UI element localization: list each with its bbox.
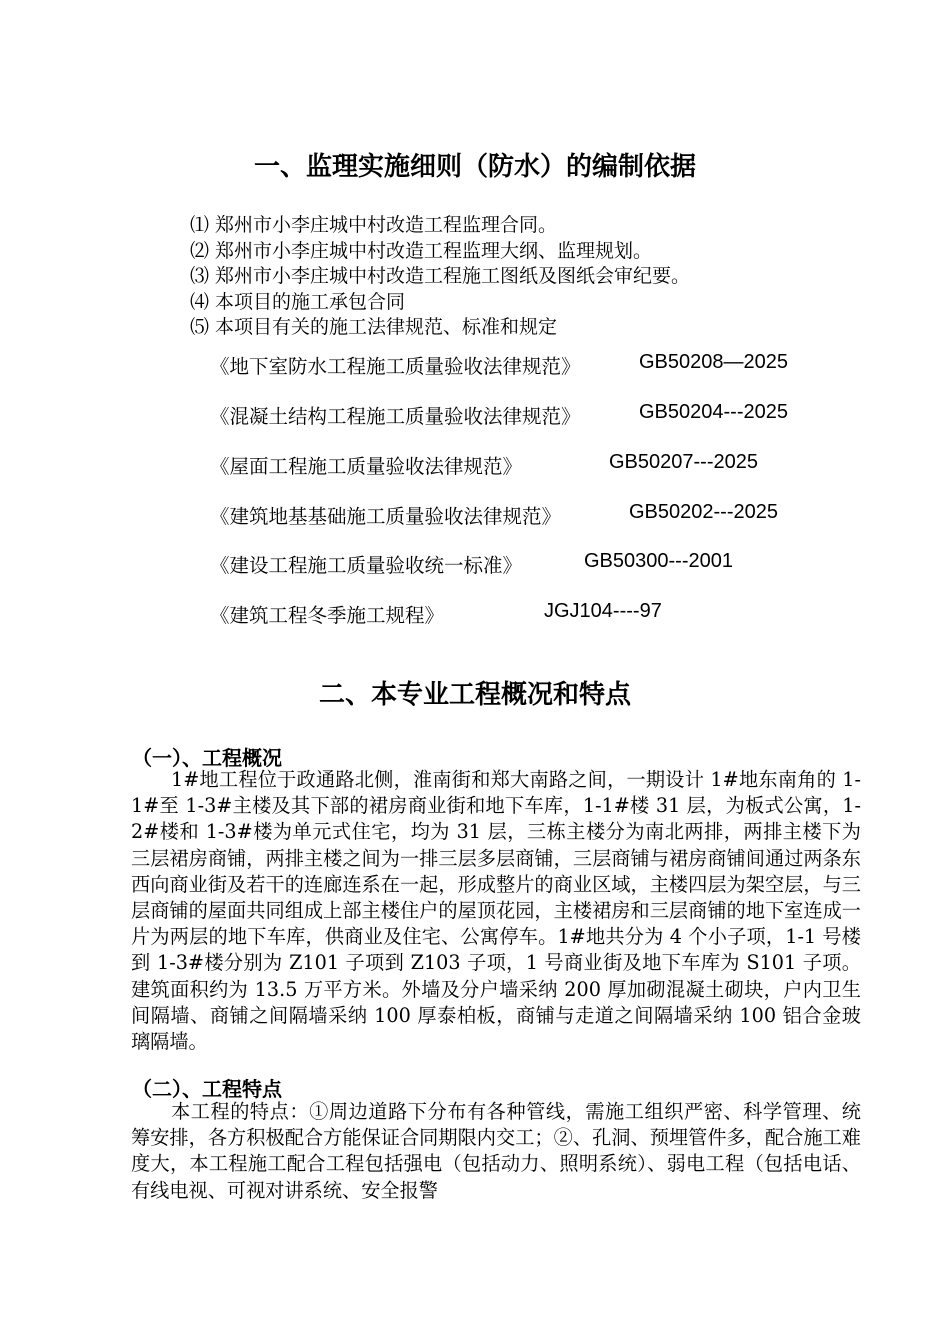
basis-item: ⑶ 郑州市小李庄城中村改造工程施工图纸及图纸会审纪要。 xyxy=(190,265,691,287)
overview-heading: （一）、工程概况 xyxy=(132,746,282,770)
standard-code: GB50208—2025 xyxy=(639,351,789,373)
standard-name: 《建设工程施工质量验收统一标准》 xyxy=(210,554,523,577)
standard-code: GB50204---2025 xyxy=(639,401,788,423)
standard-code: GB50202---2025 xyxy=(629,501,778,523)
standard-code: GB50300---2001 xyxy=(584,550,733,572)
standard-name: 《地下室防水工程施工质量验收法律规范》 xyxy=(210,355,581,378)
standard-name: 《建筑地基基础施工质量验收法律规范》 xyxy=(210,505,562,528)
overview-paragraph: 1#地工程位于政通路北侧，淮南街和郑大南路之间，一期设计 1#地东南角的 1-1#至 1-3#主楼及其下部的裙房商业街和地下车库，1-1#楼 31 层，为板式公寓，1-2#楼和 1-3#楼为单元式住宅，均为 31 层，三栋主楼分为南北两排，两排主楼下为三层裙房商铺，两排主楼之间为一排三层多层商铺，三层商铺与裙房商铺间通过两条东西向商业街及若干的连廊连系在一起，形成整片的商业区域，主楼四层为架空层，与三层商铺的屋面共同组成上部主楼住户的屋顶花园，主楼裙房和三层商铺的地下室连成一片为两层的地下车库，供商业及住宅、公寓停车。1#地共分为 4 个小子项，1-1 号楼到 1-3#楼分别为 Z101 子项到 Z103 子项，1 号商业街及地下车库为 S101 子项。建筑面积约为 13.5 万平方米。外墙及分户墙采纳 200 厚加砌混凝土砌块，户内卫生间隔墙、商铺之间隔墙采纳 100 厚泰柏板，商铺与走道之间隔墙采纳 100 铝合金玻璃隔墙。 xyxy=(131,768,861,1054)
standard-code: GB50207---2025 xyxy=(609,451,758,473)
standard-name: 《混凝土结构工程施工质量验收法律规范》 xyxy=(210,405,581,428)
basis-item: ⑷ 本项目的施工承包合同 xyxy=(190,290,406,313)
standard-name: 《屋面工程施工质量验收法律规范》 xyxy=(210,455,523,478)
basis-item: ⑵ 郑州市小李庄城中村改造工程监理大纲、监理规划。 xyxy=(190,239,653,262)
section1-title: 一、监理实施细则（防水）的编制依据 xyxy=(253,152,696,182)
standard-row xyxy=(210,451,758,479)
section2-title: 二、本专业工程概况和特点 xyxy=(318,680,631,710)
features-heading: （二）、工程特点 xyxy=(132,1077,282,1101)
standard-row xyxy=(210,550,733,578)
standard-name: 《建筑工程冬季施工规程》 xyxy=(210,604,445,627)
standard-code: JGJ104----97 xyxy=(544,600,662,622)
standard-row xyxy=(210,401,788,429)
standard-row xyxy=(210,351,789,379)
standard-row xyxy=(210,501,778,529)
features-paragraph: 本工程的特点：①周边道路下分布有各种管线，需施工组织严密、科学管理、统筹安排，各方积极配合方能保证合同期限内交工；②、孔洞、预埋管件多，配合施工难度大，本工程施工配合工程包括强电（包括动力、照明系统）、弱电工程（包括电话、有线电视、可视对讲系统、安全报警 xyxy=(131,1100,861,1202)
basis-list xyxy=(190,213,690,341)
standard-row xyxy=(210,600,662,628)
basis-item: ⑸ 本项目有关的施工法律规范、标准和规定 xyxy=(190,316,558,338)
basis-item: ⑴ 郑州市小李庄城中村改造工程监理合同。 xyxy=(190,214,558,236)
